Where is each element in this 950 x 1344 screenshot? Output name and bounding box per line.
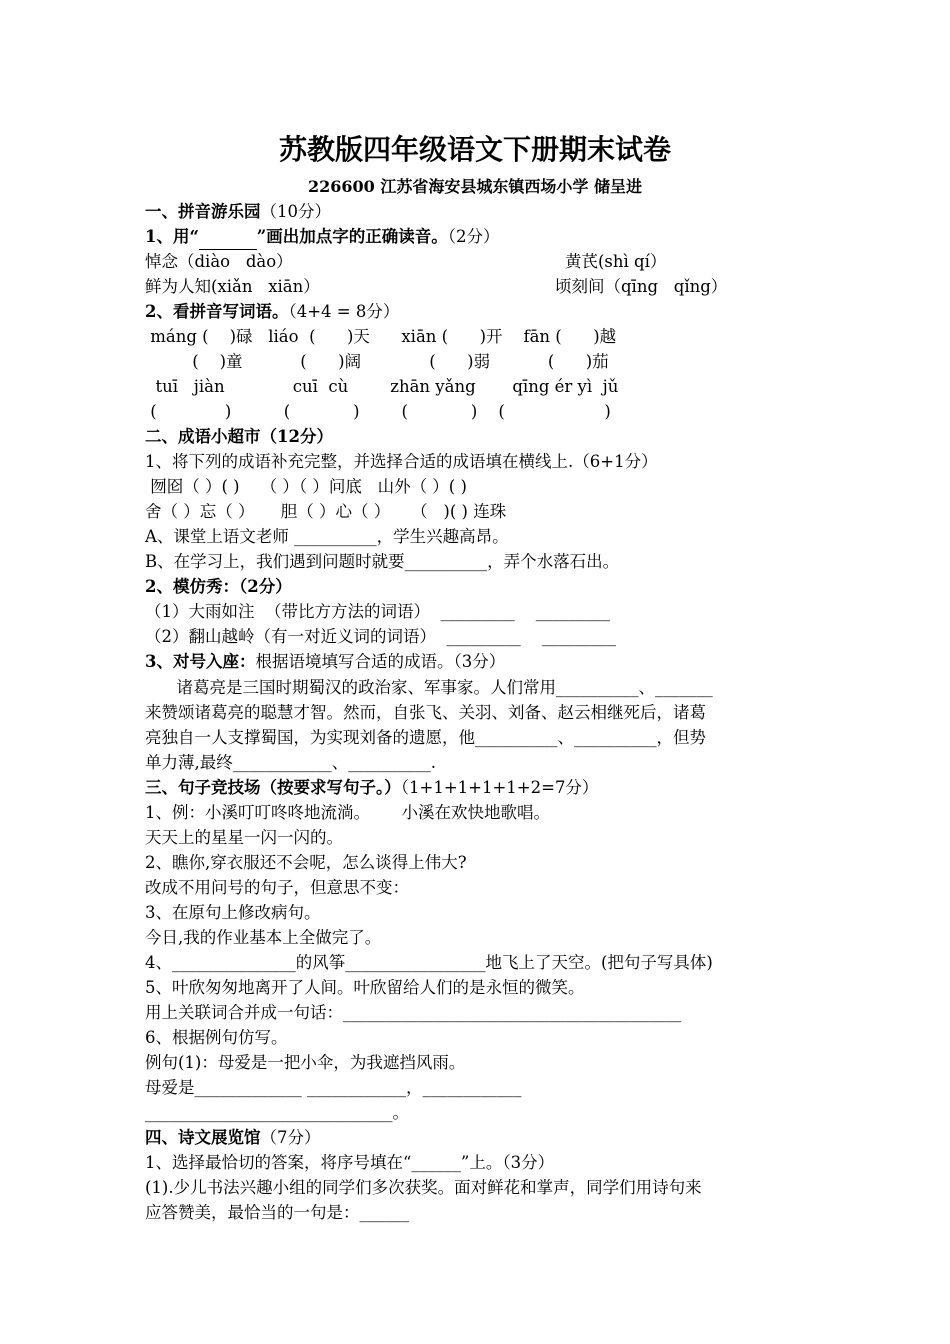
text-line: 亮独自一人支撑蜀国，为实现刘备的遗愿，他__________、__________，但势 xyxy=(145,728,706,747)
text-line: 1、例：小溪叮叮咚咚地流淌。 小溪在欢快地歌唱。 xyxy=(145,803,550,822)
section-heading-pinyin: 一、拼音游乐园（10分） xyxy=(145,202,331,221)
text-line: 5、叶欣匆匆地离开了人间。叶欣留给人们的是永恒的微笑。 xyxy=(145,978,585,997)
text-line: 来赞颂诸葛亮的聪慧才智。然而，自张飞、关羽、刘备、赵云相继死后，诸葛 xyxy=(145,703,706,722)
text-line: B、在学习上，我们遇到问题时就要__________，弄个水落石出。 xyxy=(145,552,620,571)
text-line: 6、根据例句仿写。 xyxy=(145,1028,288,1047)
question-line: 1、用“ ”画出加点字的正确读音。（2分） xyxy=(145,225,499,250)
page-subtitle: 226600 江苏省海安县城东镇西场小学 储呈进 xyxy=(308,177,642,196)
text-line: 4、_______________的风筝_________________地飞上了天空。(把句子写具体) xyxy=(145,953,713,972)
text-line: 母爱是_____________ ____________，____________ xyxy=(145,1078,522,1097)
pinyin-choice-left: 鲜为人知(xiǎn xiān） xyxy=(145,277,320,296)
text-line: 3、在原句上修改病句。 xyxy=(145,903,321,922)
pinyin-choice-right: 顷刻间（qīng qǐng） xyxy=(555,277,728,296)
text-line: 单力薄,最终____________、__________. xyxy=(145,753,436,772)
text-line: (1).少儿书法兴趣小组的同学们多次获奖。面对鲜花和掌声，同学们用诗句来 xyxy=(145,1178,702,1197)
text-line: ______________________________。 xyxy=(145,1103,409,1122)
text-line: 今日,我的作业基本上全做完了。 xyxy=(145,928,382,947)
text-line: máng ( )碌 liáo ( )天 xiān ( )开 fān ( )越 xyxy=(145,327,617,346)
text-line: ( ) ( ) ( ) ( ) xyxy=(145,402,611,421)
pinyin-choice-left: 悼念（diào dào） xyxy=(145,252,293,271)
text-line: 诸葛亮是三国时期蜀汉的政治家、军事家。人们常用__________、_______ xyxy=(145,678,713,697)
text-line: 舍（ ）忘（ ） 胆（ ）心（ ） （ )( ) 连珠 xyxy=(145,502,507,521)
text-line: 2、瞧你,穿衣服还不会呢，怎么谈得上伟大? xyxy=(145,853,467,872)
text-line: （2）翻山越岭（有一对近义词的词语） _________ _________ xyxy=(145,627,616,646)
question-line: 3、对号入座：根据语境填写合适的成语。（3分） xyxy=(145,652,506,671)
question-line: 2、模仿秀：（2分） xyxy=(145,577,292,596)
text-line: 例句(1)：母爱是一把小伞，为我遮挡风雨。 xyxy=(145,1053,466,1072)
question-line: 2、看拼音写词语。（4+4 = 8分） xyxy=(145,302,400,321)
text-line: 改成不用问号的句子，但意思不变： xyxy=(145,878,409,897)
text-line: tuī jiàn cuī cù zhān yǎng qīng ér yì jǔ xyxy=(145,377,619,396)
page-title: 苏教版四年级语文下册期末试卷 xyxy=(278,133,671,166)
text-line: 1、将下列的成语补充完整，并选择合适的成语填在横线上.（6+1分） xyxy=(145,452,658,471)
text-line: 用上关联词合并成一句话：_________________________________________ xyxy=(145,1003,682,1022)
pinyin-choice-right: 黄芪(shì qí） xyxy=(565,252,667,271)
text-line: 囫囵（ ）( ) （ ）（ ）问底 山外（ ）( ) xyxy=(145,477,467,496)
text-line: 应答赞美，最恰当的一句是：______ xyxy=(145,1203,409,1222)
text-line: ( )童 ( )阔 ( )弱 ( )茄 xyxy=(145,352,609,371)
section-heading-sentences: 三、句子竞技场（按要求写句子。）（1+1+1+1+1+2=7分） xyxy=(145,778,599,797)
text-line: 1、选择最恰切的答案，将序号填在“______”上。（3分） xyxy=(145,1153,555,1172)
section-heading-poetry: 四、诗文展览馆（7分） xyxy=(145,1128,321,1147)
text-line: （1）大雨如注 （带比方方法的词语） _________ _________ xyxy=(145,602,610,621)
text-line: A、课堂上语文老师 __________，学生兴趣高昂。 xyxy=(145,527,509,546)
text-line: 天天上的星星一闪一闪的。 xyxy=(145,828,343,847)
section-heading-idioms: 二、成语小超市（12分） xyxy=(145,427,333,446)
